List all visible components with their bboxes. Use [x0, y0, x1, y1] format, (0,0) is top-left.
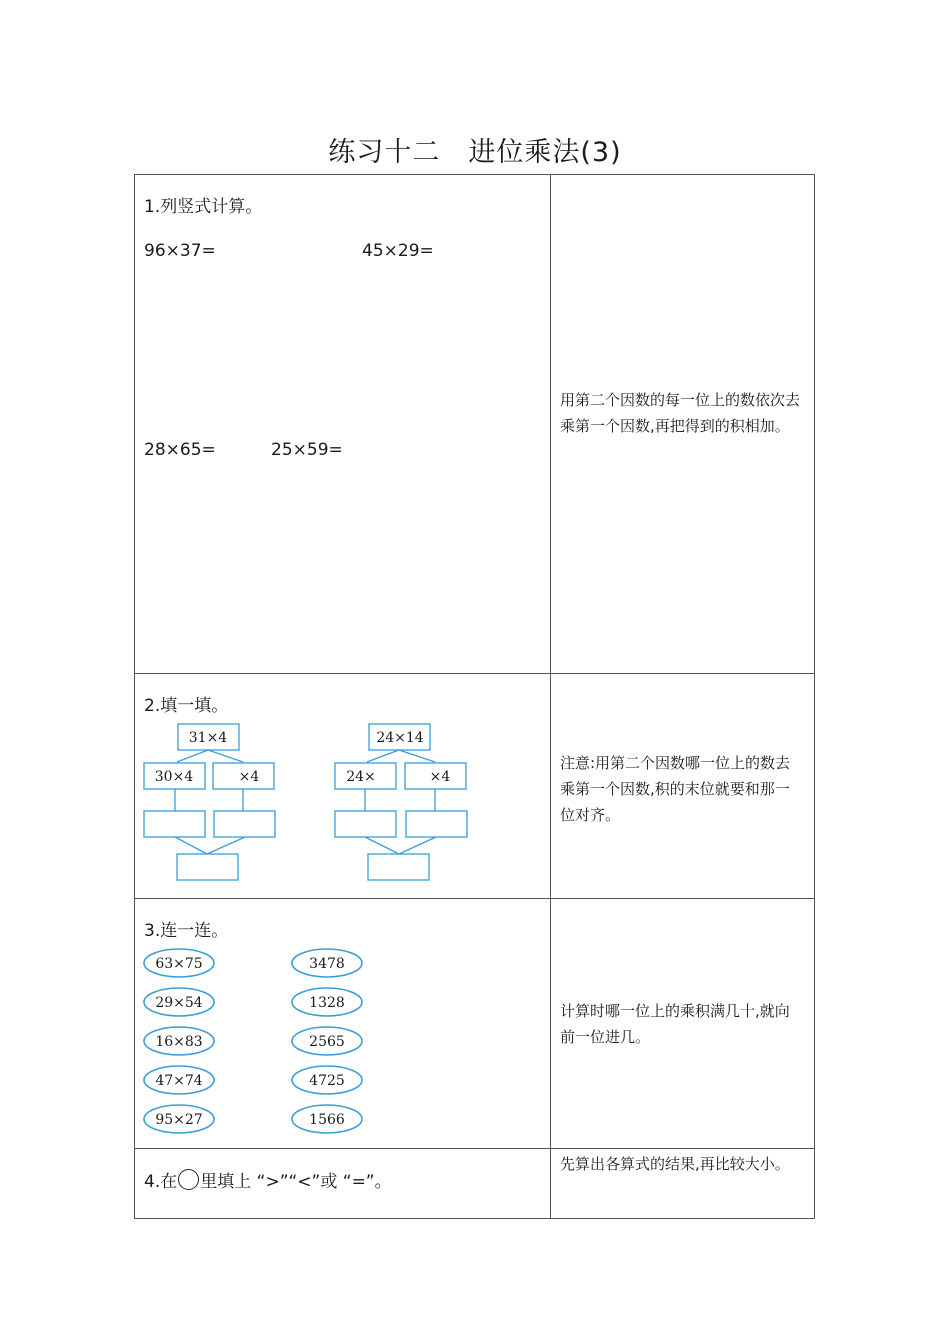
- left-item-1: 63×75: [155, 956, 203, 972]
- matching-ovals: [135, 899, 549, 1148]
- problem-28x65: 28×65=: [144, 440, 216, 460]
- question-4-cell: [135, 1149, 551, 1218]
- question-3-tip-cell: [551, 899, 814, 1148]
- worksheet-table: [134, 174, 815, 1219]
- right-item-3: 2565: [309, 1034, 345, 1050]
- tree1-left-answer-box[interactable]: [144, 811, 205, 837]
- question-4-prefix: 4.在: [144, 1172, 178, 1192]
- right-item-1: 3478: [309, 956, 345, 972]
- question-2-tip: 注意:用第二个因数哪一位上的数去乘第一个因数,积的末位就要和那一位对齐。: [560, 754, 791, 824]
- tree1-right-label: ×4: [238, 769, 260, 785]
- problem-45x29: 45×29=: [362, 241, 434, 261]
- question-1-tip-cell: [551, 175, 814, 673]
- question-1-cell: [135, 175, 551, 673]
- question-3-title: 3.连一连。: [144, 921, 229, 941]
- tree2-left-label: 24×: [346, 769, 376, 785]
- question-2-tip-cell: [551, 674, 814, 898]
- question-4-tip: 先算出各算式的结果,再比较大小。: [560, 1155, 790, 1173]
- tree2-left-answer-box[interactable]: [335, 811, 396, 837]
- tree1-result-box[interactable]: [177, 854, 238, 880]
- right-item-2: 1328: [309, 995, 345, 1011]
- circle-icon: [178, 1169, 199, 1190]
- fill-tree-diagrams: [135, 674, 549, 898]
- question-3-cell: [135, 899, 551, 1148]
- question-1-tip: 用第二个因数的每一位上的数依次去乘第一个因数,再把得到的积相加。: [560, 391, 801, 435]
- question-1-title: 1.列竖式计算。: [144, 197, 263, 217]
- question-4-suffix: 里填上 “>”“<”或 “=”。: [200, 1172, 392, 1192]
- tree2-right-label: ×4: [429, 769, 451, 785]
- question-3-row: [135, 898, 814, 1148]
- right-item-4: 4725: [309, 1073, 345, 1089]
- question-4-tip-cell: [551, 1149, 814, 1218]
- question-1-row: [135, 175, 814, 673]
- question-4-title: [144, 1167, 392, 1192]
- tree1-top-label: 31×4: [188, 730, 228, 746]
- left-item-2: 29×54: [155, 995, 203, 1011]
- question-2-title: 2.填一填。: [144, 696, 229, 716]
- question-2-cell: [135, 674, 551, 898]
- tree1-right-answer-box[interactable]: [214, 811, 275, 837]
- tree2-result-box[interactable]: [368, 854, 429, 880]
- problem-96x37: 96×37=: [144, 241, 216, 261]
- tree2-top-label: 24×14: [376, 730, 424, 746]
- right-item-5: 1566: [309, 1112, 345, 1128]
- question-4-row: [135, 1148, 814, 1218]
- problem-25x59: 25×59=: [271, 440, 343, 460]
- tree2-right-answer-box[interactable]: [406, 811, 467, 837]
- question-3-tip: 计算时哪一位上的乘积满几十,就向前一位进几。: [560, 1002, 790, 1046]
- left-item-5: 95×27: [155, 1112, 203, 1128]
- page-title: 练习十二 进位乘法(3): [328, 137, 622, 168]
- left-item-3: 16×83: [155, 1034, 203, 1050]
- question-2-row: [135, 673, 814, 898]
- tree1-left-label: 30×4: [154, 769, 194, 785]
- left-item-4: 47×74: [155, 1073, 203, 1089]
